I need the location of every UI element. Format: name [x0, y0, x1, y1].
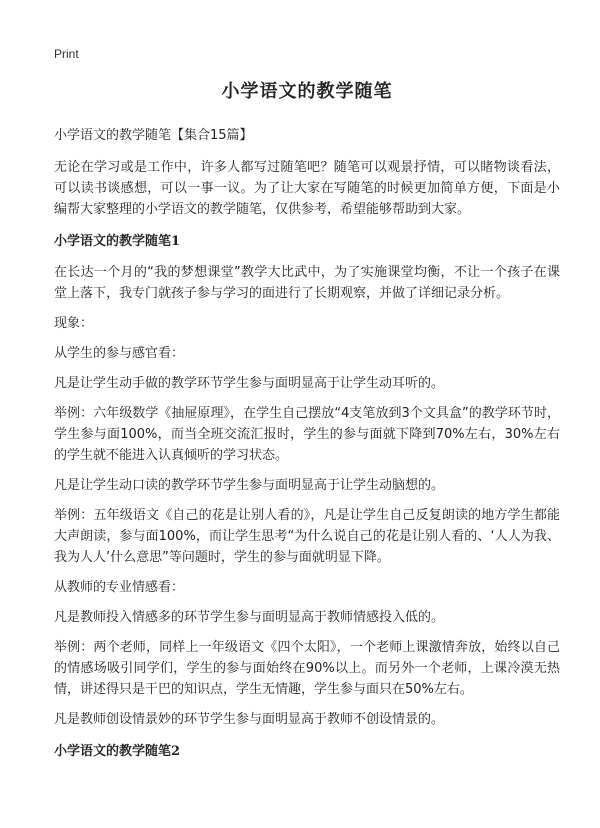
section-heading-1: 小学语文的教学随笔1: [54, 234, 181, 249]
paragraph: 凡是教师创设情景妙的环节学生参与面明显高于教师不创设情景的。: [54, 712, 445, 727]
print-link[interactable]: Print: [54, 47, 79, 61]
paragraph: 凡是教师投入情感多的环节学生参与面明显高于教师情感投入低的。: [54, 610, 445, 625]
paragraph: 举例：五年级语文《自己的花是让别人看的》，凡是让学生自己反复朗读的地方学生都能大声朗读，参与面100%，而让学生思考“为什么说自己的花是让别人看的、‘人人为我、我为人人’什么意思”等问题时，学生的参与面就明显下降。: [54, 508, 560, 565]
section-heading-2: 小学语文的教学随笔2: [54, 744, 181, 759]
document-subtitle: 小学语文的教学随笔【集合15篇】: [54, 128, 253, 143]
paragraph: 在长达一个月的“我的梦想课堂”教学大比武中，为了实施课堂均衡，不让一个孩子在课堂上落下，我专门就孩子参与学习的面进行了长期观察，并做了详细记录分析。: [54, 265, 560, 301]
paragraph: 凡是让学生动手做的教学环节学生参与面明显高于让学生动耳听的。: [54, 376, 445, 391]
paragraph: 从教师的专业情感看：: [54, 580, 185, 595]
paragraph: 举例：六年级数学《抽屉原理》，在学生自己摆放“4支笔放到3个文具盒”的教学环节时，学生参与面100%，而当全班交流汇报时，学生的参与面就下降到70%左右，30%左右的学生就不能进入认真倾听的学习状态。: [54, 406, 560, 463]
paragraph: 凡是让学生动口读的教学环节学生参与面明显高于让学生动脑想的。: [54, 478, 445, 493]
paragraph: 从学生的参与感官看：: [54, 346, 185, 361]
intro-paragraph: 无论在学习或是工作中，许多人都写过随笔吧？随笔可以观景抒情，可以睹物谈看法，可以读书谈感想，可以一事一议。为了让大家在写随笔的时候更加简单方便，下面是小编帮大家整理的小学语文的教学随笔，仅供参考，希望能够帮助到大家。: [54, 160, 560, 217]
paragraph: 现象：: [54, 316, 94, 331]
paragraph: 举例：两个老师，同样上一年级语文《四个太阳》，一个老师上课激情奔放，始终以自己的情感场吸引同学们，学生的参与面始终在90%以上。而另外一个老师，上课冷漠无热情，讲述得只是干巴的知识点，学生无情趣，学生参与面只在50%左右。: [54, 640, 560, 697]
page-title: 小学语文的教学随笔: [221, 81, 393, 102]
